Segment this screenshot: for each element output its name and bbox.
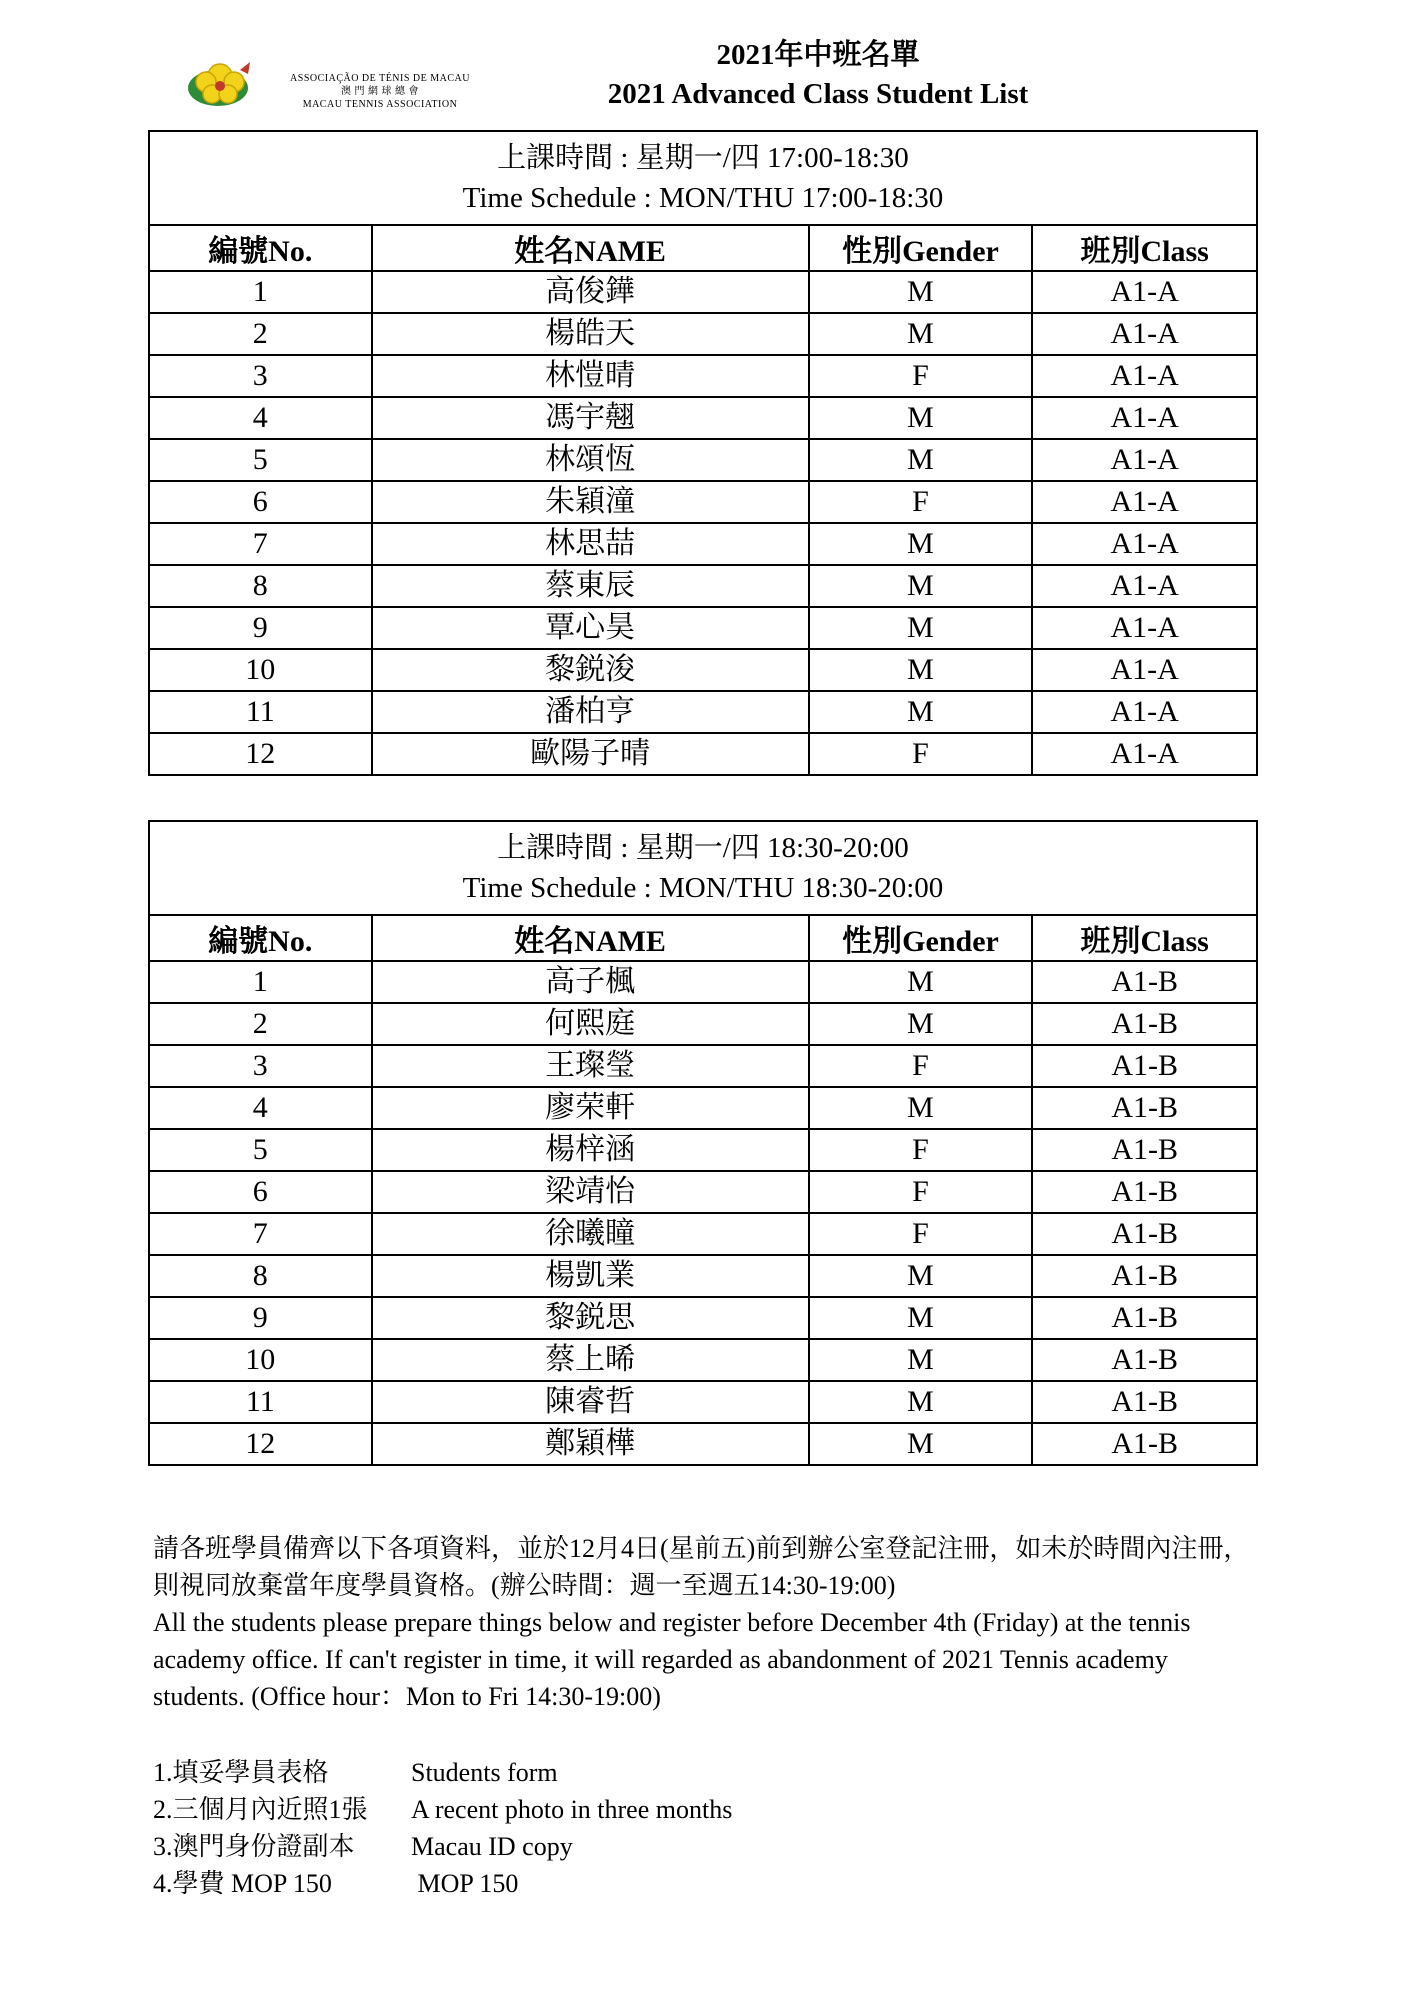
cell-number: 8 — [149, 565, 372, 607]
table-row — [149, 355, 1257, 397]
cell-number: 11 — [149, 1381, 372, 1423]
cell-name: 覃心昊 — [372, 607, 809, 649]
title-chinese: 2021年中班名單 — [716, 39, 920, 71]
cell-gender: M — [809, 565, 1033, 607]
table-row — [149, 271, 1257, 313]
cell-class: A1-A — [1032, 313, 1257, 355]
cell-class: A1-A — [1032, 397, 1257, 439]
cell-class: A1-A — [1032, 523, 1257, 565]
cell-class: A1-A — [1032, 607, 1257, 649]
table-row — [149, 1171, 1257, 1213]
cell-name: 林愷晴 — [372, 355, 809, 397]
table-row — [149, 1003, 1257, 1045]
cell-number: 8 — [149, 1255, 372, 1297]
table-row — [149, 1087, 1257, 1129]
requirement-en: Macau ID copy — [411, 1832, 573, 1861]
cell-number: 5 — [149, 1129, 372, 1171]
registration-notes — [153, 1530, 1253, 1715]
cell-gender: M — [809, 1003, 1033, 1045]
cell-gender: F — [809, 1171, 1033, 1213]
cell-name: 梁靖怡 — [372, 1171, 809, 1213]
cell-class: A1-B — [1032, 1213, 1257, 1255]
cell-name: 高子楓 — [372, 961, 809, 1003]
table-row — [149, 1297, 1257, 1339]
header-class: 班別Class — [1032, 915, 1257, 961]
cell-class: A1-A — [1032, 439, 1257, 481]
table-row — [149, 649, 1257, 691]
cell-gender: F — [809, 733, 1033, 775]
cell-name: 林思喆 — [372, 523, 809, 565]
cell-gender: M — [809, 607, 1033, 649]
header-name: 姓名NAME — [372, 225, 809, 271]
cell-gender: M — [809, 1339, 1033, 1381]
cell-class: A1-A — [1032, 565, 1257, 607]
cell-gender: M — [809, 313, 1033, 355]
cell-name: 鄭穎樺 — [372, 1423, 809, 1465]
requirements-list — [153, 1754, 1253, 1902]
schedule-chinese: 上課時間 : 星期一/四 17:00-18:30 — [497, 142, 909, 174]
cell-class: A1-B — [1032, 1003, 1257, 1045]
requirement-zh: 1.填妥學員表格 — [153, 1758, 329, 1787]
cell-name: 林頌恆 — [372, 439, 809, 481]
cell-name: 楊凱業 — [372, 1255, 809, 1297]
cell-class: A1-B — [1032, 1171, 1257, 1213]
table-row — [149, 481, 1257, 523]
cell-gender: M — [809, 523, 1033, 565]
cell-class: A1-B — [1032, 1423, 1257, 1465]
column-header-row — [149, 915, 1257, 961]
cell-number: 2 — [149, 1003, 372, 1045]
notes-english: All the students please prepare things below and register before December 4th (Friday) at the tennis academy office. If can't register in time, it will regarded as abandonment of 2021 Tennis academy students. (Office hour：Mon to Fri 14:30-19:00) — [153, 1608, 1191, 1711]
cell-class: A1-A — [1032, 271, 1257, 313]
cell-gender: F — [809, 355, 1033, 397]
document-title — [528, 36, 1108, 114]
list-item — [153, 1754, 1253, 1791]
cell-name: 王璨瑩 — [372, 1045, 809, 1087]
header-gender: 性別Gender — [809, 225, 1033, 271]
cell-class: A1-B — [1032, 1297, 1257, 1339]
cell-number: 3 — [149, 355, 372, 397]
cell-gender: M — [809, 1255, 1033, 1297]
list-item — [153, 1791, 1253, 1828]
table-row — [149, 565, 1257, 607]
cell-class: A1-A — [1032, 355, 1257, 397]
cell-class: A1-B — [1032, 1255, 1257, 1297]
cell-class: A1-A — [1032, 481, 1257, 523]
cell-name: 陳睿哲 — [372, 1381, 809, 1423]
cell-number: 3 — [149, 1045, 372, 1087]
cell-number: 9 — [149, 607, 372, 649]
table-row — [149, 313, 1257, 355]
cell-class: A1-B — [1032, 1339, 1257, 1381]
title-english: 2021 Advanced Class Student List — [607, 78, 1029, 110]
cell-number: 12 — [149, 1423, 372, 1465]
cell-gender: F — [809, 1213, 1033, 1255]
table-row — [149, 1045, 1257, 1087]
table-row — [149, 733, 1257, 775]
schedule-english: Time Schedule : MON/THU 17:00-18:30 — [462, 182, 944, 214]
cell-number: 6 — [149, 481, 372, 523]
cell-number: 4 — [149, 1087, 372, 1129]
schedule-cell — [149, 131, 1257, 225]
logo-line-zh: 澳 門 網 球 總 會 — [341, 86, 419, 97]
cell-gender: F — [809, 481, 1033, 523]
cell-class: A1-A — [1032, 691, 1257, 733]
requirement-zh: 3.澳門身份證副本 — [153, 1832, 355, 1861]
list-item — [153, 1828, 1253, 1865]
requirement-en: MOP 150 — [411, 1869, 519, 1898]
logo-line-pt: ASSOCIAÇÃO DE TÉNIS DE MACAU — [290, 73, 470, 84]
requirement-zh: 2.三個月內近照1張 — [153, 1795, 368, 1824]
table-row — [149, 1339, 1257, 1381]
class-roster-table-2 — [148, 820, 1258, 1466]
table-row — [149, 961, 1257, 1003]
cell-name: 高俊鏵 — [372, 271, 809, 313]
cell-class: A1-B — [1032, 1087, 1257, 1129]
cell-class: A1-A — [1032, 649, 1257, 691]
cell-gender: M — [809, 271, 1033, 313]
table-row — [149, 1255, 1257, 1297]
cell-gender: M — [809, 691, 1033, 733]
cell-gender: F — [809, 1129, 1033, 1171]
cell-number: 1 — [149, 271, 372, 313]
cell-class: A1-B — [1032, 1381, 1257, 1423]
cell-class: A1-B — [1032, 961, 1257, 1003]
table-row — [149, 1129, 1257, 1171]
header-class: 班別Class — [1032, 225, 1257, 271]
table-row — [149, 523, 1257, 565]
cell-name: 潘柏亨 — [372, 691, 809, 733]
cell-name: 蔡上晞 — [372, 1339, 809, 1381]
table-row — [149, 1381, 1257, 1423]
cell-number: 7 — [149, 523, 372, 565]
schedule-chinese: 上課時間 : 星期一/四 18:30-20:00 — [497, 832, 909, 864]
column-header-row — [149, 225, 1257, 271]
cell-name: 楊梓涵 — [372, 1129, 809, 1171]
cell-number: 2 — [149, 313, 372, 355]
logo-line-en: MACAU TENNIS ASSOCIATION — [302, 99, 458, 110]
requirement-en: A recent photo in three months — [411, 1795, 733, 1824]
cell-number: 6 — [149, 1171, 372, 1213]
cell-name: 蔡東辰 — [372, 565, 809, 607]
class-roster-table-1 — [148, 130, 1258, 776]
cell-number: 5 — [149, 439, 372, 481]
requirement-zh: 4.學費 MOP 150 — [153, 1869, 332, 1898]
cell-gender: M — [809, 1297, 1033, 1339]
cell-gender: M — [809, 439, 1033, 481]
table-row — [149, 691, 1257, 733]
cell-name: 歐陽子晴 — [372, 733, 809, 775]
header-name: 姓名NAME — [372, 915, 809, 961]
cell-gender: M — [809, 1087, 1033, 1129]
cell-name: 廖荣軒 — [372, 1087, 809, 1129]
cell-name: 何熙庭 — [372, 1003, 809, 1045]
requirement-en: Students form — [411, 1758, 558, 1787]
cell-gender: M — [809, 649, 1033, 691]
cell-number: 1 — [149, 961, 372, 1003]
cell-class: A1-B — [1032, 1129, 1257, 1171]
table-row — [149, 439, 1257, 481]
cell-name: 黎鋭思 — [372, 1297, 809, 1339]
schedule-english: Time Schedule : MON/THU 18:30-20:00 — [462, 872, 944, 904]
cell-number: 10 — [149, 1339, 372, 1381]
cell-number: 4 — [149, 397, 372, 439]
cell-name: 楊皓天 — [372, 313, 809, 355]
cell-gender: M — [809, 1381, 1033, 1423]
cell-class: A1-A — [1032, 733, 1257, 775]
table-row — [149, 607, 1257, 649]
schedule-cell — [149, 821, 1257, 915]
cell-name: 黎鋭浚 — [372, 649, 809, 691]
cell-number: 9 — [149, 1297, 372, 1339]
cell-gender: M — [809, 397, 1033, 439]
page-header — [148, 28, 1258, 128]
cell-name: 朱穎潼 — [372, 481, 809, 523]
notes-chinese: 請各班學員備齊以下各項資料，並於12月4日(星前五)前到辦公室登記注冊，如未於時間內注冊，則視同放棄當年度學員資格。(辦公時間：週一至週五14:30-19:00) — [153, 1534, 1250, 1600]
cell-number: 11 — [149, 691, 372, 733]
list-item — [153, 1865, 1253, 1902]
cell-number: 10 — [149, 649, 372, 691]
cell-name: 馮宇翹 — [372, 397, 809, 439]
cell-number: 12 — [149, 733, 372, 775]
cell-name: 徐曦瞳 — [372, 1213, 809, 1255]
cell-gender: M — [809, 961, 1033, 1003]
header-number: 編號No. — [149, 915, 372, 961]
header-gender: 性別Gender — [809, 915, 1033, 961]
table-row — [149, 1213, 1257, 1255]
tennis-flower-logo-icon — [178, 48, 273, 118]
header-number: 編號No. — [149, 225, 372, 271]
cell-gender: M — [809, 1423, 1033, 1465]
cell-number: 7 — [149, 1213, 372, 1255]
table-row — [149, 1423, 1257, 1465]
cell-gender: F — [809, 1045, 1033, 1087]
cell-class: A1-B — [1032, 1045, 1257, 1087]
table-row — [149, 397, 1257, 439]
